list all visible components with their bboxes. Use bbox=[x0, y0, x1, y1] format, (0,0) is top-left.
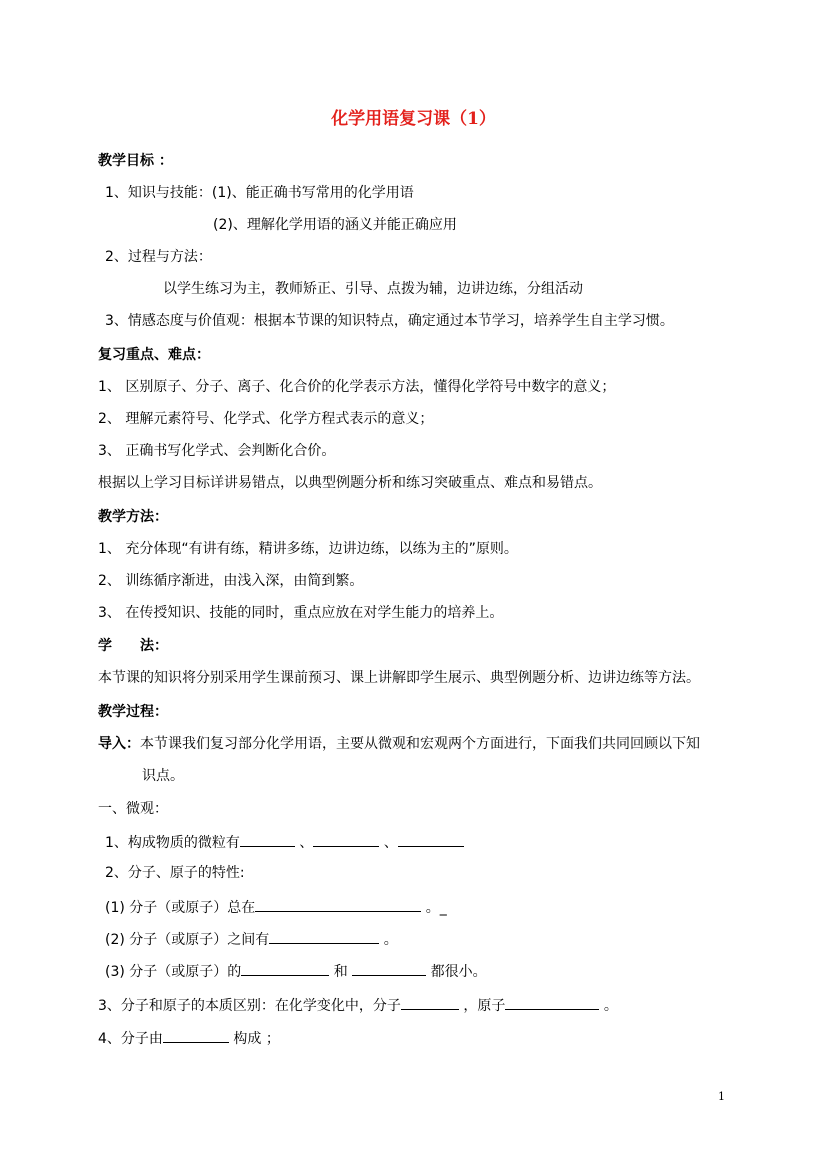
answer-blank bbox=[255, 897, 421, 912]
question-2-3-text: (3) 分子（或原子）的 bbox=[105, 964, 242, 980]
study-line-1: 本节课的知识将分别采用学生课前预习、课上讲解即学生展示、典型例题分析、边讲边练等方法。 bbox=[98, 670, 700, 686]
question-1-text: 1、构成物质的微粒有 bbox=[105, 835, 240, 851]
document-title: 化学用语复习课（1） bbox=[331, 109, 496, 129]
question-2-1-end: 。_ bbox=[425, 900, 447, 916]
intro-text: 本节课我们复习部分化学用语，主要从微观和宏观两个方面进行，下面我们共同回顾以下知 bbox=[140, 736, 700, 752]
answer-blank bbox=[240, 832, 295, 847]
goals-line-2: (2)、理解化学用语的涵义并能正确应用 bbox=[213, 217, 457, 233]
question-2-2 bbox=[105, 929, 398, 949]
focus-line-1: 1、 区别原子、分子、离子、化合价的化学表示方法，懂得化学符号中数字的意义； bbox=[98, 379, 616, 395]
answer-blank bbox=[401, 995, 459, 1010]
study-heading: 学 法： bbox=[98, 638, 168, 654]
question-2: 2、分子、原子的特性: bbox=[105, 865, 245, 881]
question-4-end: 构成 ； bbox=[233, 1031, 280, 1047]
intro-label: 导入： bbox=[98, 736, 140, 752]
method-heading: 教学方法： bbox=[98, 509, 168, 525]
goals-line-1: 1、知识与技能：(1)、能正确书写常用的化学用语 bbox=[105, 185, 414, 201]
answer-blank bbox=[352, 961, 426, 976]
question-2-3-end: 都很小。 bbox=[430, 964, 487, 980]
answer-blank bbox=[241, 961, 329, 976]
question-4 bbox=[98, 1028, 280, 1048]
goals-line-5: 3、情感态度与价值观：根据本节课的知识特点，确定通过本节学习，培养学生自主学习惯。 bbox=[105, 313, 674, 329]
page-number: 1 bbox=[718, 1090, 725, 1103]
goals-line-4: 以学生练习为主，教师矫正、引导、点拨为辅，边讲边练，分组活动 bbox=[163, 281, 583, 297]
intro-continuation: 识点。 bbox=[142, 768, 184, 784]
question-2-2-text: (2) 分子（或原子）之间有 bbox=[105, 932, 270, 948]
focus-line-3: 3、 正确书写化学式、会判断化合价。 bbox=[98, 443, 336, 459]
method-line-3: 3、 在传授知识、技能的同时，重点应放在对学生能力的培养上。 bbox=[98, 605, 504, 621]
goals-line-3: 2、过程与方法： bbox=[105, 249, 212, 265]
question-3-end: 。 bbox=[603, 998, 618, 1014]
question-2-3-mid: 和 bbox=[333, 964, 348, 980]
intro-line bbox=[98, 735, 700, 753]
answer-blank bbox=[398, 832, 464, 847]
process-heading: 教学过程： bbox=[98, 704, 168, 720]
method-line-2: 2、 训练循序渐进，由浅入深，由简到繁。 bbox=[98, 573, 364, 589]
question-2-3 bbox=[105, 961, 487, 981]
question-2-1 bbox=[105, 897, 447, 917]
question-3-mid: ，原子 bbox=[463, 998, 506, 1014]
question-2-2-end: 。 bbox=[383, 932, 398, 948]
focus-line-4: 根据以上学习目标详讲易错点，以典型例题分析和练习突破重点、难点和易错点。 bbox=[98, 475, 602, 491]
focus-heading: 复习重点、难点： bbox=[98, 347, 210, 363]
question-3-text: 3、分子和原子的本质区别：在化学变化中，分子 bbox=[98, 998, 401, 1014]
separator: 、 bbox=[299, 835, 314, 851]
answer-blank bbox=[313, 832, 379, 847]
question-1 bbox=[105, 832, 464, 852]
method-line-1: 1、 充分体现“有讲有练，精讲多练，边讲边练，以练为主的”原则。 bbox=[98, 541, 518, 557]
answer-blank bbox=[163, 1028, 229, 1043]
answer-blank bbox=[269, 929, 379, 944]
question-4-text: 4、分子由 bbox=[98, 1031, 163, 1047]
question-2-1-text: (1) 分子（或原子）总在 bbox=[105, 900, 256, 916]
separator: 、 bbox=[383, 835, 398, 851]
micro-heading: 一、微观： bbox=[98, 801, 168, 817]
question-3 bbox=[98, 995, 618, 1015]
focus-line-2: 2、 理解元素符号、化学式、化学方程式表示的意义； bbox=[98, 411, 434, 427]
goals-heading: 教学目标 ： bbox=[98, 153, 173, 169]
answer-blank bbox=[505, 995, 599, 1010]
